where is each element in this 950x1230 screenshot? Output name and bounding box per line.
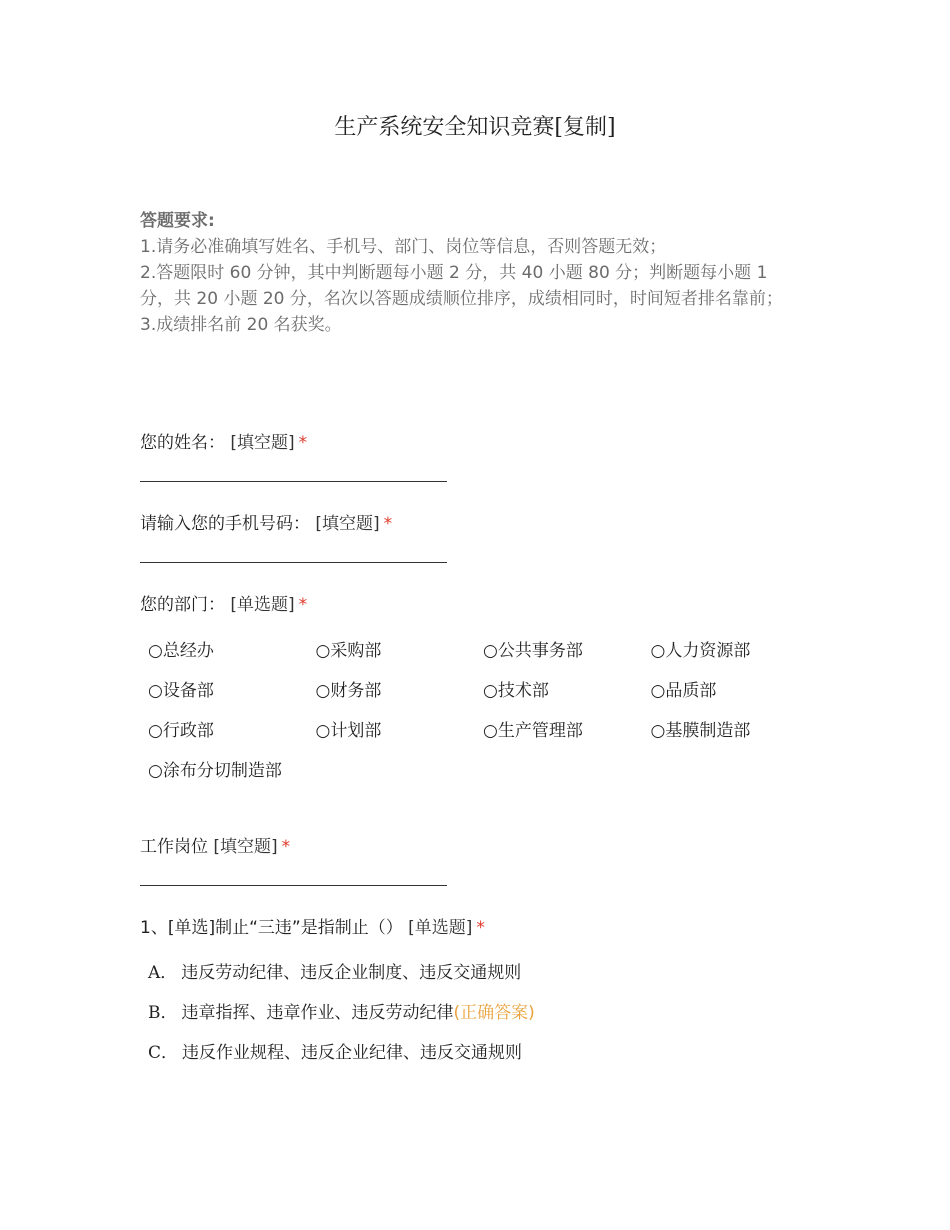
department-option[interactable]: ○人力资源部 (650, 641, 751, 661)
required-mark: * (476, 918, 485, 938)
q1-choice-b[interactable] (148, 998, 535, 1023)
choice-text: 违章指挥、违章作业、违反劳动纪律 (181, 1003, 454, 1023)
q1-question (140, 913, 485, 938)
question-type: [填空题] (213, 837, 278, 857)
requirements-block (140, 208, 800, 338)
requirement-item: 2.答题限时 60 分钟，其中判断题每小题 2 分，共 40 小题 80 分；判断题每小题 1 分，共 20 小题 20 分，名次以答题成绩顺位排序，成绩相同时，时间短者排名靠前； (140, 263, 783, 309)
q1-choice-a[interactable] (148, 958, 521, 983)
department-option[interactable]: ○财务部 (315, 681, 382, 701)
position-input-line[interactable] (140, 885, 447, 886)
department-option[interactable]: ○基膜制造部 (650, 721, 751, 741)
department-option[interactable]: ○涂布分切制造部 (148, 761, 282, 781)
choice-text: 违反劳动纪律、违反企业制度、违反交通规则 (181, 963, 522, 983)
requirements-heading: 答题要求: (140, 211, 215, 231)
question-label: 工作岗位 (140, 837, 208, 857)
department-option[interactable]: ○生产管理部 (483, 721, 583, 741)
department-option[interactable]: ○计划部 (315, 721, 382, 741)
required-mark: * (298, 433, 308, 453)
question-type: [单选题] (230, 595, 295, 615)
question-label: 您的姓名： (140, 433, 225, 453)
department-option[interactable]: ○技术部 (483, 681, 549, 701)
department-option[interactable]: ○行政部 (148, 721, 214, 741)
q1-choice-c[interactable] (148, 1038, 522, 1063)
choice-letter: C． (148, 1043, 179, 1063)
phone-question (140, 509, 392, 534)
question-type: [填空题] (230, 433, 295, 453)
department-option[interactable]: ○设备部 (148, 681, 214, 701)
position-question (140, 832, 290, 857)
department-options (148, 636, 818, 796)
choice-letter: A． (148, 963, 178, 983)
question-label: 1、[单选]制止“三违”是指制止（） (140, 918, 403, 938)
department-option[interactable]: ○采购部 (315, 641, 382, 661)
name-input-line[interactable] (140, 481, 447, 482)
question-type: [填空题] (315, 514, 380, 534)
correct-answer-note: (正确答案) (453, 1003, 535, 1023)
name-question (140, 428, 307, 453)
choice-text: 违反作业规程、违反企业纪律、违反交通规则 (182, 1043, 523, 1063)
required-mark: * (281, 837, 291, 857)
required-mark: * (298, 595, 308, 615)
phone-input-line[interactable] (140, 562, 447, 563)
question-type: [单选题] (408, 918, 473, 938)
requirement-item: 1.请务必准确填写姓名、手机号、部门、岗位等信息，否则答题无效； (140, 237, 667, 257)
requirement-item: 3.成绩排名前 20 名获奖。 (140, 315, 342, 335)
choice-letter: B． (148, 1003, 178, 1023)
page-title: 生产系统安全知识竞赛[复制] (334, 115, 616, 140)
department-question (140, 590, 307, 615)
department-option[interactable]: ○总经办 (148, 641, 214, 661)
question-label: 请输入您的手机号码： (140, 514, 310, 534)
department-option[interactable]: ○品质部 (650, 681, 717, 701)
required-mark: * (383, 514, 393, 534)
question-label: 您的部门： (140, 595, 225, 615)
department-option[interactable]: ○公共事务部 (483, 641, 583, 661)
